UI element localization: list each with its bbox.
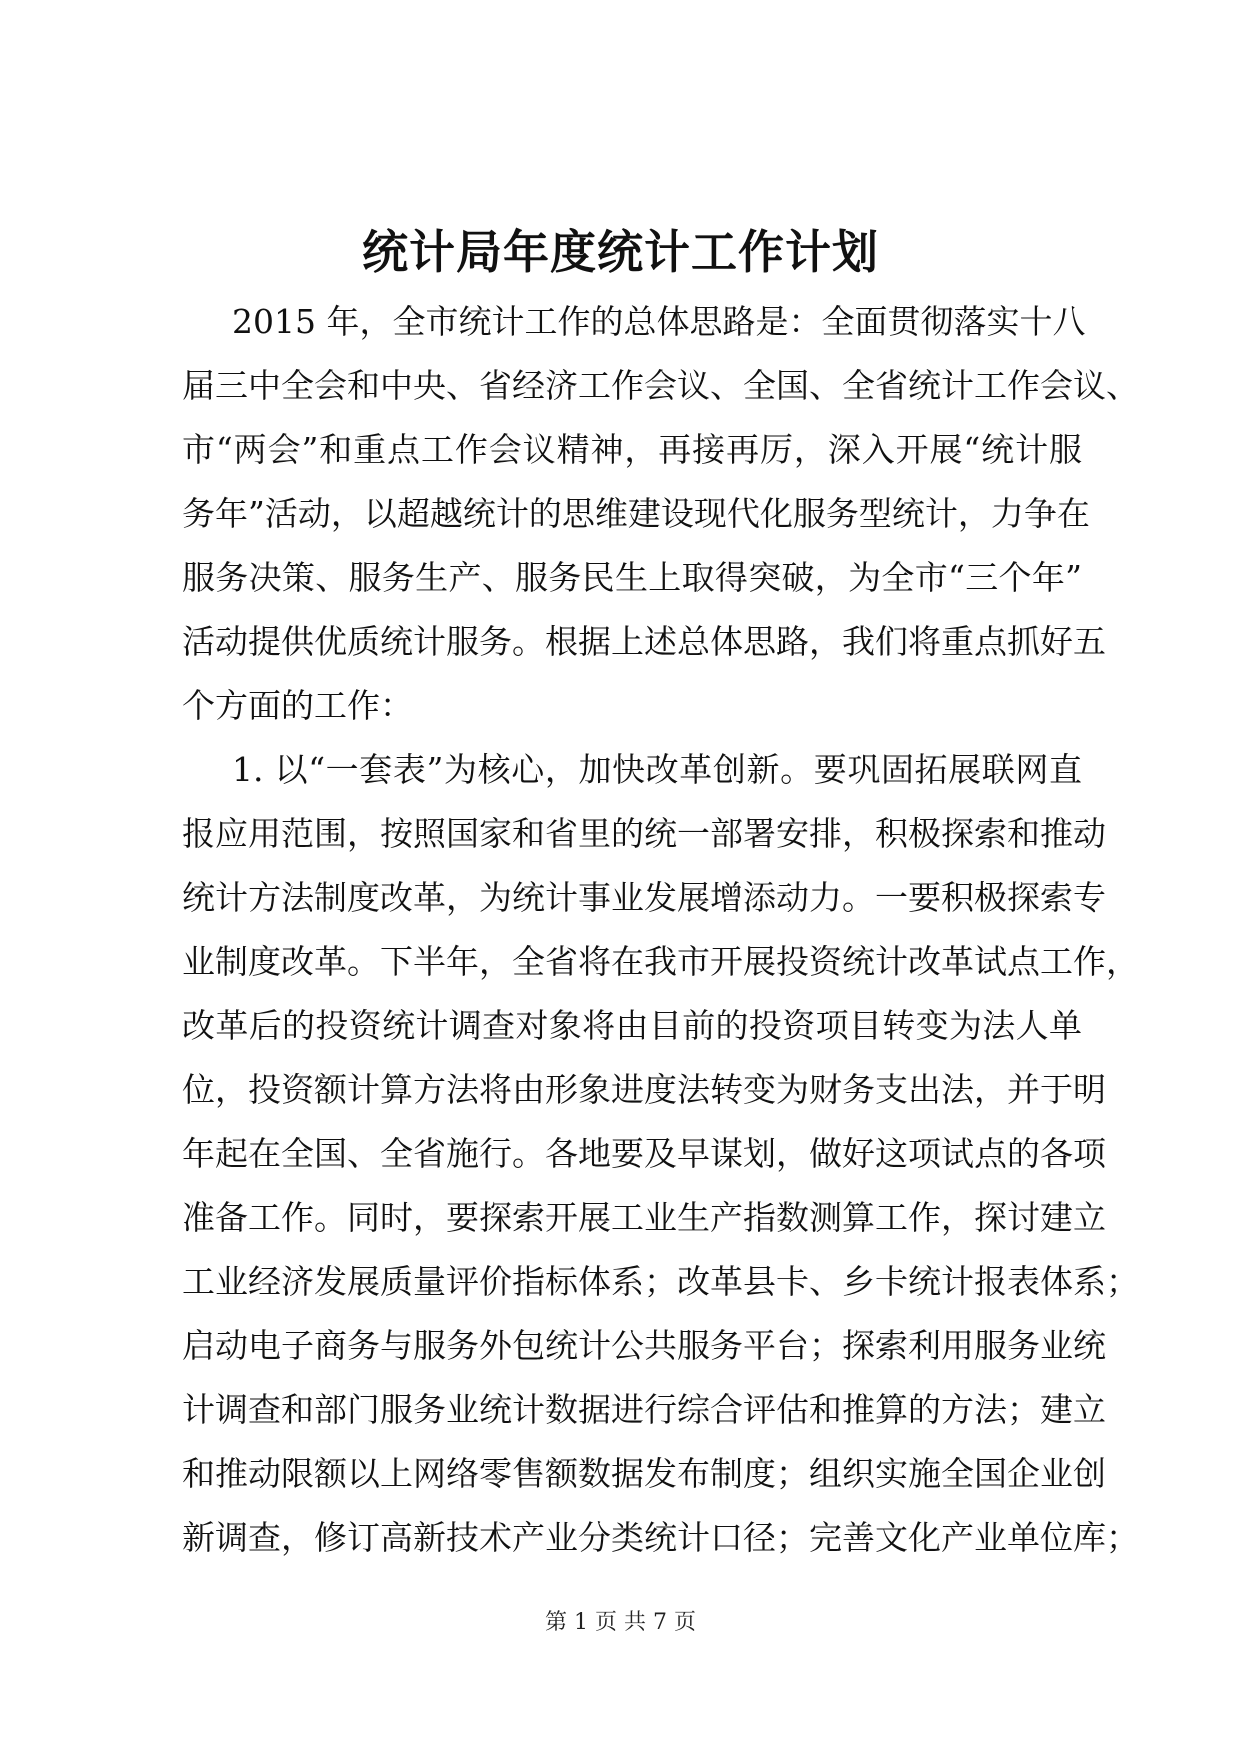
paragraph-2-line-5: 改革后的投资统计调查对象将由目前的投资项目转变为法人单 [182, 1006, 1082, 1045]
paragraph-2-line-8: 准备工作。同时，要探索开展工业生产指数测算工作，探讨建立 [182, 1198, 1106, 1237]
paragraph-2-line-4: 业制度改革。下半年，全省将在我市开展投资统计改革试点工作， [182, 942, 1139, 981]
paragraph-2-line-1: 1. 以“一套表”为核心，加快改革创新。要巩固拓展联网直 [232, 750, 1082, 789]
paragraph-1-line-2: 届三中全会和中央、省经济工作会议、全国、全省统计工作会议、 [182, 366, 1139, 405]
paragraph-1-line-1: 2015 年，全市统计工作的总体思路是：全面贯彻落实十八 [232, 302, 1086, 341]
paragraph-1-line-5: 服务决策、服务生产、服务民生上取得突破，为全市“三个年” [182, 558, 1082, 597]
paragraph-1-line-6: 活动提供优质统计服务。根据上述总体思路，我们将重点抓好五 [182, 622, 1106, 661]
paragraph-2-line-10: 启动电子商务与服务外包统计公共服务平台；探索利用服务业统 [182, 1326, 1106, 1365]
paragraph-1-line-4: 务年”活动，以超越统计的思维建设现代化服务型统计，力争在 [182, 494, 1090, 533]
paragraph-2-line-12: 和推动限额以上网络零售额数据发布制度；组织实施全国企业创 [182, 1454, 1106, 1493]
paragraph-2-line-3: 统计方法制度改革，为统计事业发展增添动力。一要积极探索专 [182, 878, 1106, 917]
paragraph-2-line-7: 年起在全国、全省施行。各地要及早谋划，做好这项试点的各项 [182, 1134, 1106, 1173]
document-title: 统计局年度统计工作计划 [362, 225, 879, 279]
paragraph-1-line-7: 个方面的工作： [182, 686, 413, 725]
paragraph-2-line-9: 工业经济发展质量评价指标体系；改革县卡、乡卡统计报表体系； [182, 1262, 1139, 1301]
paragraph-2-line-2: 报应用范围，按照国家和省里的统一部署安排，积极探索和推动 [182, 814, 1106, 853]
document-body [182, 290, 1139, 1570]
paragraph-2-line-11: 计调查和部门服务业统计数据进行综合评估和推算的方法；建立 [182, 1390, 1106, 1429]
paragraph-2-line-13: 新调查，修订高新技术产业分类统计口径；完善文化产业单位库； [182, 1518, 1139, 1557]
page-number-footer: 第 1 页 共 7 页 [545, 1610, 696, 1635]
paragraph-2-line-6: 位，投资额计算方法将由形象进度法转变为财务支出法，并于明 [182, 1070, 1106, 1109]
paragraph-1-line-3: 市“两会”和重点工作会议精神，再接再厉，深入开展“统计服 [182, 430, 1082, 469]
